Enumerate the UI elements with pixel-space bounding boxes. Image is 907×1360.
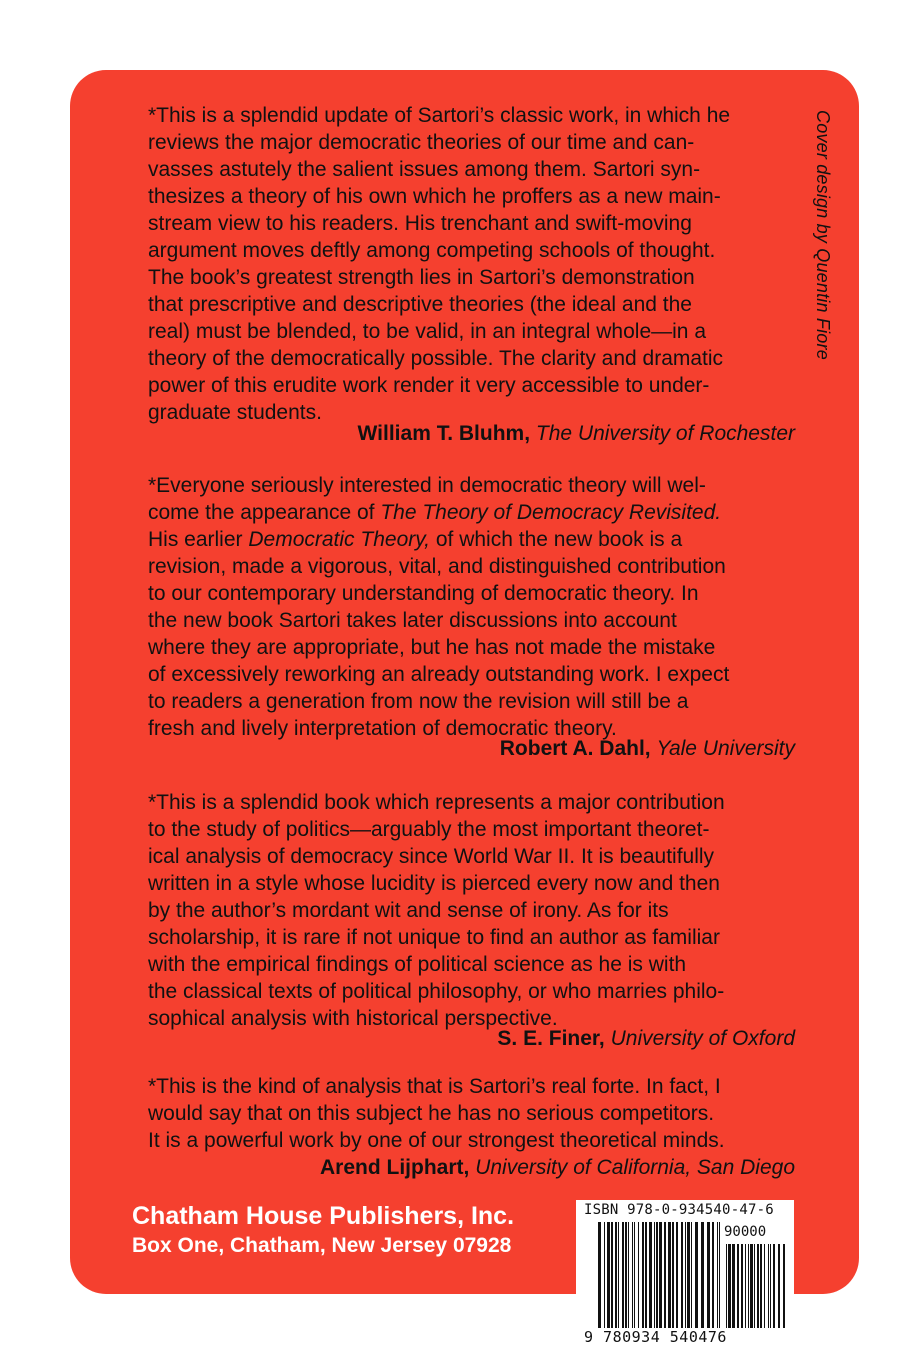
isbn-number: ISBN 978-0-934540-47-6: [584, 1202, 774, 1218]
barcode-bar: [649, 1222, 652, 1328]
quote-line: fresh and lively interpretation of democratic theory.: [148, 717, 617, 740]
quote-text: His earlier: [148, 528, 249, 551]
quote-line: [148, 526, 864, 553]
barcode-bar: [622, 1222, 624, 1328]
book-title: The Theory of Democracy Revisited.: [380, 501, 722, 524]
barcode-bar: [645, 1222, 647, 1328]
quote-line: to the study of politics—arguably the most important theoret-: [148, 818, 710, 841]
quote-line: *This is the kind of analysis that is Sartori’s real forte. In fact, I: [148, 1075, 721, 1098]
barcode-bar: [750, 1244, 753, 1328]
barcode-bar: [642, 1222, 644, 1328]
barcode-bar: [685, 1222, 686, 1328]
barcode-bar: [757, 1244, 759, 1328]
barcode-bar: [598, 1222, 601, 1328]
reviewer-name: Robert A. Dahl,: [499, 737, 651, 760]
quote-line: thesizes a theory of his own which he proffers as a new main-: [148, 185, 721, 208]
barcode-bar: [745, 1244, 746, 1328]
review-quote-2: [148, 472, 864, 742]
quote-line: would say that on this subject he has no serious competitors.: [148, 1102, 715, 1125]
barcode-bar: [611, 1222, 613, 1328]
quote-line: that prescriptive and descriptive theories (the ideal and the: [148, 293, 692, 316]
barcode-bar: [618, 1222, 619, 1328]
barcode-bar: [664, 1222, 666, 1328]
reviewer-name: William T. Bluhm,: [357, 422, 531, 445]
quote-line: scholarship, it is rare if not unique to find an author as familiar: [148, 926, 720, 949]
barcode-bar: [676, 1222, 678, 1328]
reviewer-affiliation: University of California, San Diego: [475, 1156, 795, 1179]
barcode-bar: [628, 1222, 629, 1328]
barcode-bar: [778, 1244, 780, 1328]
quote-line: where they are appropriate, but he has not made the mistake: [148, 636, 716, 659]
barcode-bar: [687, 1222, 690, 1328]
publisher-address: Box One, Chatham, New Jersey 07928: [132, 1234, 512, 1257]
quote-line: theory of the democratically possible. The clarity and dramatic: [148, 347, 724, 370]
reviewer-name: S. E. Finer,: [497, 1027, 605, 1050]
quote-line: vasses astutely the salient issues among them. Sartori syn-: [148, 158, 701, 181]
review-quote-1: [148, 102, 864, 426]
barcode-bar: [764, 1244, 765, 1328]
barcode-bar: [695, 1222, 698, 1328]
quote-line: *Everyone seriously interested in democratic theory will wel-: [148, 474, 706, 497]
barcode-bar: [668, 1222, 671, 1328]
barcode-bar: [719, 1222, 720, 1328]
review-quote-3: [148, 789, 864, 1032]
reviewer-affiliation: The University of Rochester: [535, 422, 795, 445]
publisher-name: Chatham House Publishers, Inc.: [132, 1202, 515, 1230]
quote-line: [148, 499, 864, 526]
price-code: 90000: [724, 1224, 767, 1240]
reviewer-affiliation: Yale University: [656, 737, 795, 760]
barcode-bar: [654, 1222, 655, 1328]
quote-line: to readers a generation from now the revision will still be a: [148, 690, 689, 713]
publisher-block: [132, 1200, 514, 1260]
barcode-bar: [783, 1244, 785, 1328]
barcode-bar: [691, 1222, 692, 1328]
quote-line: *This is a splendid book which represents a major contribution: [148, 791, 725, 814]
review-attribution-4: [320, 1154, 795, 1181]
quote-line: with the empirical findings of political science as he is with: [148, 953, 687, 976]
book-title: Democratic Theory,: [248, 528, 431, 551]
barcode-bar: [625, 1222, 627, 1328]
quote-line: reviews the major democratic theories of our time and can-: [148, 131, 695, 154]
quote-line: the new book Sartori takes later discussions into account: [148, 609, 677, 632]
reviewer-affiliation: University of Oxford: [610, 1027, 795, 1050]
barcode-bar: [728, 1244, 731, 1328]
quote-line: real) must be blended, to be valid, in an integral whole—in a: [148, 320, 706, 343]
barcode-bar: [726, 1244, 727, 1328]
barcode-bar: [707, 1222, 710, 1328]
barcode-bar: [770, 1244, 771, 1328]
barcode-bar: [656, 1222, 658, 1328]
reviewer-name: Arend Lijphart,: [320, 1156, 470, 1179]
quote-line: *This is a splendid update of Sartori’s classic work, in which he: [148, 104, 731, 127]
quote-line: graduate students.: [148, 401, 322, 424]
barcode-bar: [634, 1222, 635, 1328]
barcode-bar: [748, 1244, 749, 1328]
quote-line: sophical analysis with historical perspective.: [148, 1007, 558, 1030]
barcode-bar: [701, 1222, 704, 1328]
quote-line: It is a powerful work by one of our strongest theoretical minds.: [148, 1129, 725, 1152]
barcode-bar: [737, 1244, 739, 1328]
review-attribution-1: [358, 420, 795, 447]
review-attribution-3: [497, 1025, 795, 1052]
barcode-bar: [773, 1244, 775, 1328]
barcode-bar: [604, 1222, 605, 1328]
quote-line: argument moves deftly among competing schools of thought.: [148, 239, 716, 262]
cover-design-credit: Cover design by Quentin Fiore: [813, 110, 833, 360]
quote-line: ical analysis of democracy since World War II. It is beautifully: [148, 845, 715, 868]
barcode-bar: [760, 1244, 762, 1328]
barcode-bar: [717, 1222, 718, 1328]
quote-line: stream view to his readers. His trenchant and swift-moving: [148, 212, 692, 235]
review-quote-4: [148, 1073, 864, 1154]
barcode-bar: [615, 1222, 617, 1328]
quote-line: of excessively reworking an already outstanding work. I expect: [148, 663, 730, 686]
back-cover-panel: [70, 70, 859, 1294]
barcode-bar: [754, 1244, 755, 1328]
quote-line: to our contemporary understanding of democratic theory. In: [148, 582, 699, 605]
ean-digits: 9 780934 540476: [584, 1328, 727, 1346]
quote-line: The book’s greatest strength lies in Sartori’s demonstration: [148, 266, 695, 289]
isbn-barcode: [576, 1200, 794, 1360]
barcode-bar: [712, 1222, 714, 1328]
barcode-bar: [672, 1222, 674, 1328]
barcode-bar: [768, 1244, 769, 1328]
barcode-bar: [741, 1244, 743, 1328]
quote-line: power of this erudite work render it very accessible to under-: [148, 374, 710, 397]
review-attribution-2: [500, 735, 795, 762]
barcode-bar: [659, 1222, 662, 1328]
quote-line: written in a style whose lucidity is pierced every now and then: [148, 872, 720, 895]
barcode-bar: [638, 1222, 639, 1328]
quote-text: of which the new book is a: [430, 528, 683, 551]
barcode-bar: [607, 1222, 610, 1328]
quote-line: by the author’s mordant wit and sense of irony. As for its: [148, 899, 669, 922]
barcode-bar: [732, 1244, 735, 1328]
barcode-bar: [632, 1222, 633, 1328]
quote-line: the classical texts of political philosophy, or who marries philo-: [148, 980, 725, 1003]
barcode-bar: [681, 1222, 683, 1328]
quote-text: come the appearance of: [148, 501, 381, 524]
quote-line: revision, made a vigorous, vital, and distinguished contribution: [148, 555, 726, 578]
